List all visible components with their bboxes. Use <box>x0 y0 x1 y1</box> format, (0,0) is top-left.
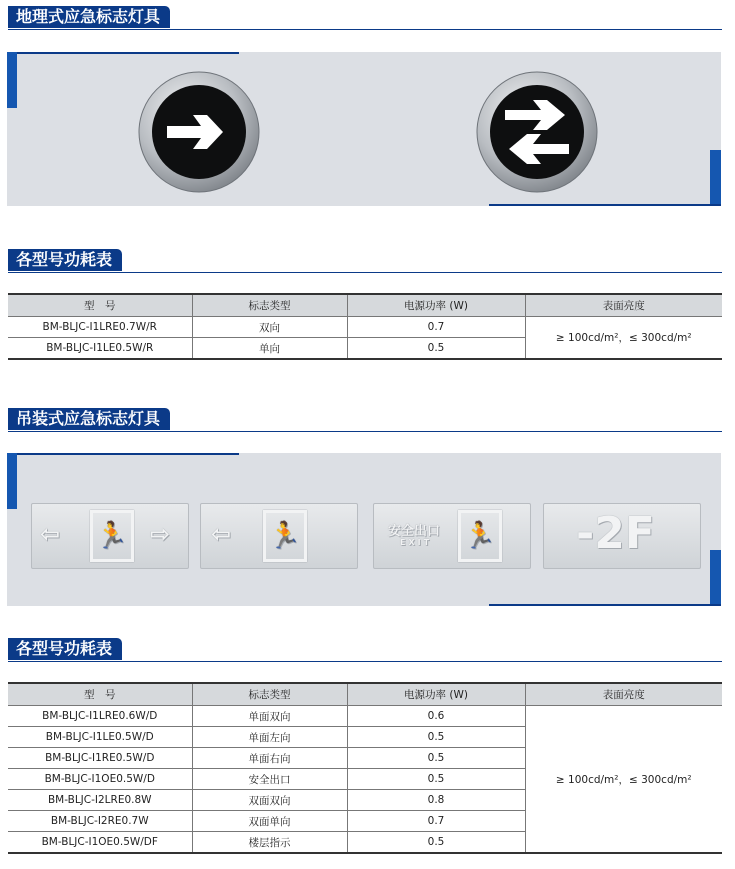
running-man-icon: 🏃 <box>90 510 134 562</box>
col-header-model: 型 号 <box>8 683 192 706</box>
section-header-hanging-lights <box>0 408 722 432</box>
single-arrow-sign-image <box>137 70 261 194</box>
exit-en-text: EXIT <box>400 538 433 547</box>
right-arrow-icon: ⇨ <box>150 520 171 548</box>
col-header-brightness: 表面亮度 <box>525 683 722 706</box>
section-title: 吊装式应急标志灯具 <box>8 408 170 430</box>
table-row: BM-BLJC-I2LRE0.8W 双面双向 0.8 <box>8 790 722 811</box>
col-header-brightness: 表面亮度 <box>525 294 722 317</box>
double-direction-sign-image <box>31 503 189 569</box>
power-table-2 <box>8 682 722 854</box>
running-man-icon: 🏃 <box>263 510 307 562</box>
left-arrow-icon: ⇦ <box>211 520 232 548</box>
table-row: BM-BLJC-I1LE0.5W/D 单面左向 0.5 <box>8 727 722 748</box>
section-header-power-table-1 <box>0 249 722 273</box>
running-man-icon: 🏃 <box>458 510 502 562</box>
table-row: BM-BLJC-I1RE0.5W/D 单面右向 0.5 <box>8 748 722 769</box>
col-header-type: 标志类型 <box>192 683 347 706</box>
col-header-type: 标志类型 <box>192 294 347 317</box>
floor-text: -2F <box>576 508 655 559</box>
left-direction-sign-image <box>200 503 358 569</box>
col-header-model: 型 号 <box>8 294 192 317</box>
table-row: BM-BLJC-I1OE0.5W/DF 楼层指示 0.5 <box>8 832 722 854</box>
table-header-row <box>8 294 722 317</box>
section-title: 地理式应急标志灯具 <box>8 6 170 28</box>
table-header-row <box>8 683 722 706</box>
table-row: BM-BLJC-I1LE0.5W/R 单向 0.5 <box>8 338 722 360</box>
section-header-power-table-2 <box>0 638 722 662</box>
section-title: 各型号功耗表 <box>8 638 122 660</box>
floor-indicator-sign-image <box>543 503 701 569</box>
table-row: BM-BLJC-I1LRE0.7W/R 双向 0.7 ≥ 100cd/m²，≤ 300cd/m² <box>8 317 722 338</box>
brightness-cell: ≥ 100cd/m²，≤ 300cd/m² <box>525 706 722 854</box>
section-header-floor-lights <box>0 6 722 30</box>
double-arrow-sign-image <box>475 70 599 194</box>
floor-lights-photo <box>7 52 721 206</box>
table-row: BM-BLJC-I1LRE0.6W/D 单面双向 0.6 ≥ 100cd/m²，≤ 300cd/m² <box>8 706 722 727</box>
brightness-cell: ≥ 100cd/m²，≤ 300cd/m² <box>525 317 722 360</box>
hanging-lights-photo <box>7 453 721 606</box>
power-table-1 <box>8 293 722 360</box>
left-arrow-icon: ⇦ <box>40 520 61 548</box>
table-row: BM-BLJC-I1OE0.5W/D 安全出口 0.5 <box>8 769 722 790</box>
col-header-power: 电源功率 (W) <box>347 683 525 706</box>
safety-exit-sign-image <box>373 503 531 569</box>
section-title: 各型号功耗表 <box>8 249 122 271</box>
exit-cn-text: 安全出口 <box>388 524 441 539</box>
table-row: BM-BLJC-I2RE0.7W 双面单向 0.7 <box>8 811 722 832</box>
section-rule <box>8 29 722 30</box>
col-header-power: 电源功率 (W) <box>347 294 525 317</box>
